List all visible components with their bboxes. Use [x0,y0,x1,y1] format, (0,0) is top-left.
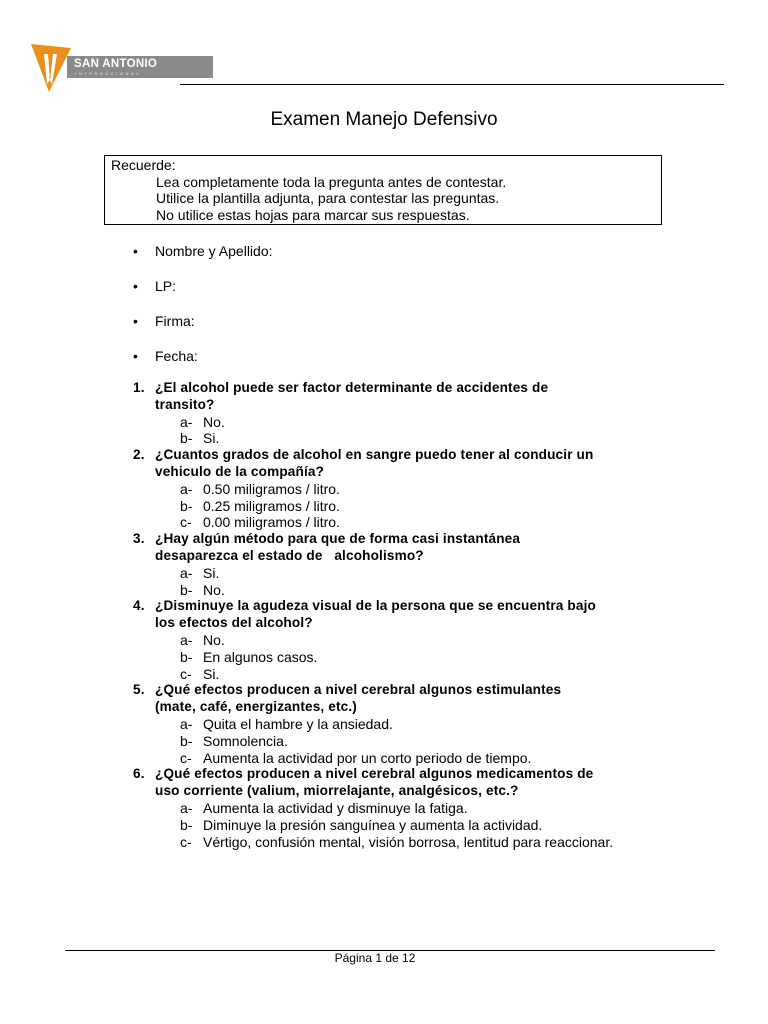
option-letter: b- [180,430,193,447]
bullet-icon: • [133,348,138,364]
question [133,531,693,565]
question-text: ¿Hay algún método para que de forma casi instantánea [155,531,521,547]
option-text: Si. [203,665,220,682]
reminder-box [104,155,662,225]
question-text: los efectos del alcohol? [155,615,313,631]
option-letter: c- [180,749,192,766]
question-text: ¿Qué efectos producen a nivel cerebral algunos medicamentos de [155,766,594,782]
answer-option [133,666,693,683]
answer-option [133,565,693,582]
field-date [133,348,273,383]
logo-text: SAN ANTONIO [74,58,158,70]
page-title: Examen Manejo Defensivo [270,109,498,130]
option-letter: a- [180,413,193,430]
question [133,766,693,800]
option-letter: a- [180,564,193,581]
option-text: Aumenta la actividad por un corto periodo de tiempo. [203,749,532,766]
field-label: Fecha: [155,348,198,364]
answer-option [133,430,693,447]
option-text: No. [203,413,225,430]
answer-option [133,733,693,750]
road-icon [31,44,71,92]
question-number: 4. [133,598,145,614]
question-text: vehiculo de la compañía? [155,463,325,479]
option-text: No. [203,631,225,648]
option-letter: b- [180,497,193,514]
question-text: transito? [155,396,215,412]
option-letter: b- [180,816,193,833]
header-rule [180,84,724,85]
answer-option [133,800,693,817]
question-text: uso corriente (valium, miorrelajante, analgésicos, etc.? [155,783,519,799]
field-label: Nombre y Apellido: [155,243,273,259]
option-text: 0.50 miligramos / litro. [203,480,340,497]
company-logo [31,44,183,92]
question-text: ¿Disminuye la agudeza visual de la persona que se encuentra bajo [155,598,596,614]
option-text: Si. [203,564,220,581]
answer-option [133,632,693,649]
option-text: Quita el hambre y la ansiedad. [203,715,393,732]
option-text: En algunos casos. [203,648,318,665]
answer-option [133,716,693,733]
question-number: 5. [133,682,145,698]
option-letter: b- [180,648,193,665]
option-letter: b- [180,732,193,749]
option-text: 0.00 miligramos / litro. [203,514,340,531]
reminder-line: No utilice estas hojas para marcar sus respuestas. [156,206,470,223]
answer-option [133,649,693,666]
reminder-heading: Recuerde: [111,157,176,173]
question [133,447,693,481]
field-label: Firma: [155,313,195,329]
option-letter: c- [180,833,192,850]
option-letter: a- [180,715,193,732]
option-text: Aumenta la actividad y disminuye la fatiga. [203,799,468,816]
reminder-line: Lea completamente toda la pregunta antes de contestar. [156,173,507,190]
field-lp [133,278,273,313]
answer-option [133,834,693,851]
option-text: Si. [203,430,220,447]
logo-subtext: INTERNACIONAL [75,71,142,76]
option-text: No. [203,581,225,598]
answer-option [133,414,693,431]
option-letter: a- [180,799,193,816]
bullet-icon: • [133,243,138,259]
page-number: Página 1 de 12 [334,951,416,965]
option-text: Vértigo, confusión mental, visión borrosa, lentitud para reaccionar. [203,833,614,850]
question-list [133,380,693,850]
question-text: (mate, café, energizantes, etc.) [155,699,357,715]
question [133,598,693,632]
bullet-icon: • [133,313,138,329]
option-letter: b- [180,581,193,598]
question-number: 1. [133,380,145,395]
question-number: 3. [133,531,145,547]
reminder-line: Utilice la plantilla adjunta, para contestar las preguntas. [156,190,500,206]
answer-option [133,582,693,599]
answer-option [133,481,693,498]
option-text: Somnolencia. [203,732,288,749]
question-text: desaparezca el estado de alcoholismo? [155,547,424,563]
option-letter: a- [180,480,193,497]
field-label: LP: [155,278,177,294]
option-letter: c- [180,514,192,531]
question-number: 6. [133,766,145,782]
answer-option [133,498,693,515]
question-text: ¿Cuantos grados de alcohol en sangre puedo tener al conducir un [155,447,594,463]
answer-option [133,514,693,531]
student-fields [133,243,273,383]
field-name [133,243,273,278]
option-letter: c- [180,665,192,682]
option-text: 0.25 miligramos / litro. [203,497,340,514]
question-text: ¿El alcohol puede ser factor determinante de accidentes de [155,380,549,395]
answer-option [133,817,693,834]
option-text: Diminuye la presión sanguínea y aumenta la actividad. [203,816,543,833]
option-letter: a- [180,631,193,648]
question-number: 2. [133,447,145,463]
bullet-icon: • [133,278,138,294]
question [133,380,693,414]
answer-option [133,750,693,767]
question [133,682,693,716]
question-text: ¿Qué efectos producen a nivel cerebral algunos estimulantes [155,682,562,698]
field-signature [133,313,273,348]
